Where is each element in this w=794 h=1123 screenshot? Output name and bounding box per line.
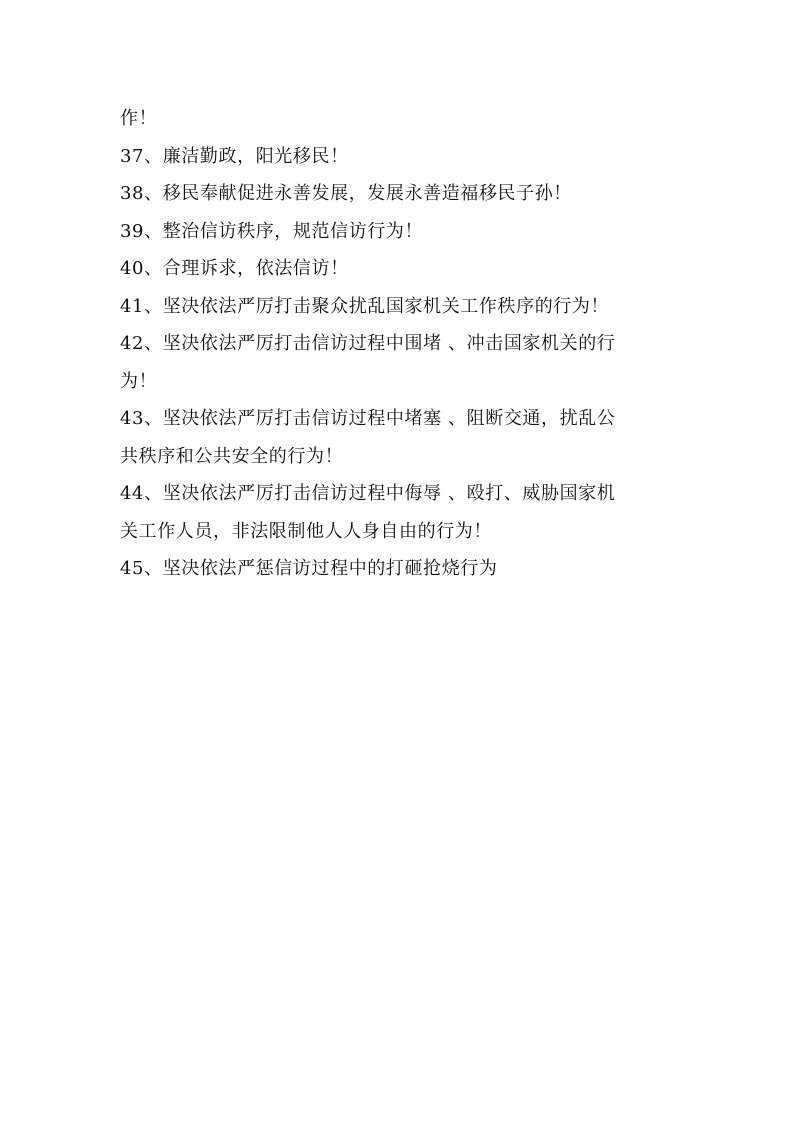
text-line: 作！ bbox=[120, 108, 158, 129]
text-line: 共秩序和公共安全的行为！ bbox=[120, 445, 344, 467]
text-line: 41、坚决依法严厉打击聚众扰乱国家机关工作秩序的行为！ bbox=[120, 295, 610, 317]
text-line: 43、坚决依法严厉打击信访过程中堵塞 、阻断交通，扰乱公 bbox=[120, 408, 616, 429]
text-line: 39、整治信访秩序，规范信访行为！ bbox=[120, 220, 424, 242]
text-line: 45、坚决依法严惩信访过程中的打砸抢烧行为 bbox=[120, 558, 498, 579]
text-line: 38、移民奉献促进永善发展，发展永善造福移民子孙！ bbox=[120, 183, 572, 204]
text-line: 关工作人员，非法限制他人人身自由的行为！ bbox=[120, 520, 492, 542]
text-line: 为！ bbox=[120, 370, 158, 392]
text-line: 37、廉洁勤政，阳光移民！ bbox=[120, 145, 349, 167]
document-body bbox=[120, 100, 680, 588]
text-line: 44、坚决依法严厉打击信访过程中侮辱 、殴打、威胁国家机 bbox=[120, 483, 616, 504]
text-line: 42、坚决依法严厉打击信访过程中围堵 、冲击国家机关的行 bbox=[120, 333, 616, 354]
text-line: 40、合理诉求，依法信访！ bbox=[120, 258, 349, 279]
